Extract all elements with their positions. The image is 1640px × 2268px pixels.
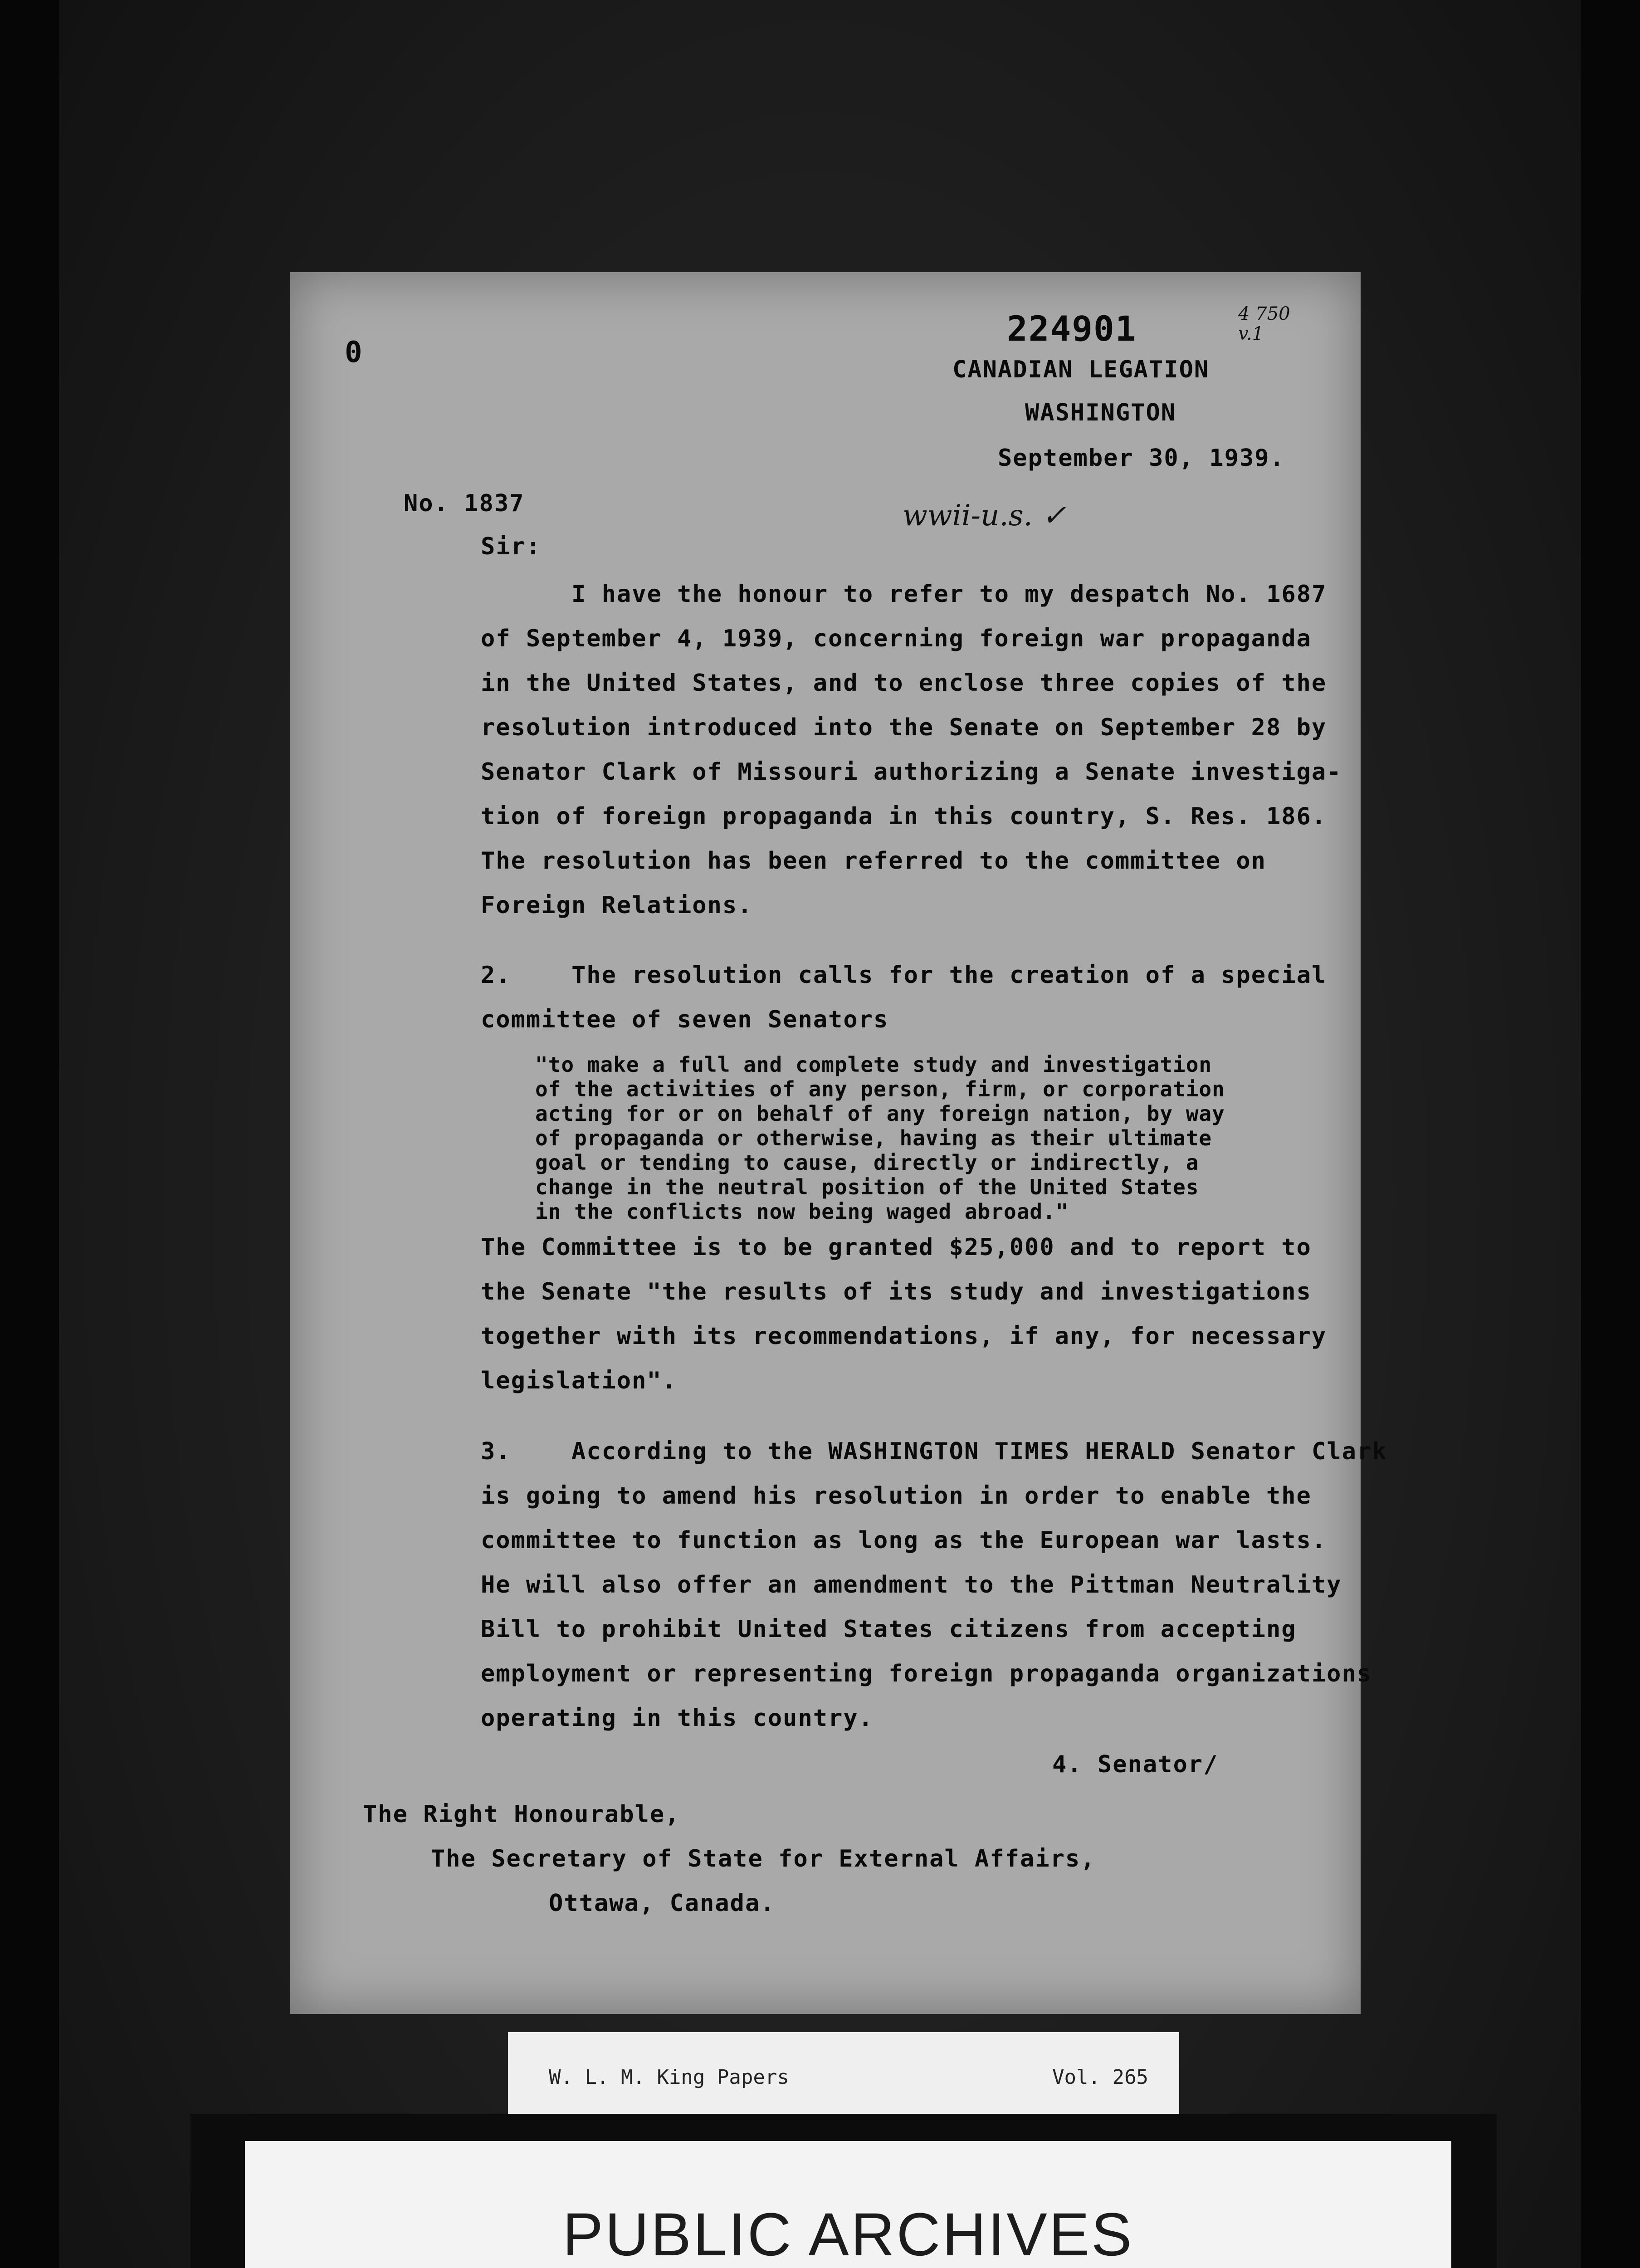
archives-card <box>245 2141 1451 2268</box>
letter-page <box>290 272 1387 2014</box>
handwritten-annotation: wwii-u.s. ✓ <box>903 499 1066 533</box>
archives-line-english: PUBLIC ARCHIVES <box>562 2201 1134 2268</box>
file-number: 224901 <box>1007 308 1137 349</box>
top-left-mark: 0 <box>345 336 363 369</box>
file-number-annotation: 4 750 v.1 <box>1238 303 1290 344</box>
collection-name: W. L. M. King Papers <box>549 2066 789 2089</box>
letterhead-line2: WASHINGTON <box>1025 399 1176 426</box>
letterhead-line1: CANADIAN LEGATION <box>952 356 1210 383</box>
letter-date: September 30, 1939. <box>998 445 1285 472</box>
letter-text: 0 224901 4 750 v.1 CANADIAN LEGATION WASHINGTON September 30, 1939. No. 1837 wwii-u.s. ✓ Sir: I have the honour to refer to my despatch No. 1687 of September 4, 1939, concerning foreign war propaganda in the United States, and to enclose three copies of the resolution introduced into the Senate on September 28 by Senator Clark of Missouri authorizing a Senate investiga- tion of foreign propaganda in this country, S. Res. 186. The resolution has been referred to the committee on Foreign Relations. 2. The resolution calls for the creation of a special committee of seven Senators "to make a full and complete study and investigation of the activities of any person, firm, or corporation acting for or on behalf of any foreign nation, by way of propaganda or otherwise, having as their ultimate goal or tending to cause, directly or indirectly, a change in the neutral position of the United States in the conflicts now being waged abroad." The Committee is to be granted $25,000 and to report to the Senate "the results of its study and investigations together with its recommendations, if any, for necessary legislation". 3. According to the WASHINGTON TIMES HERALD Senator Clark is going to amend his resolution in order to enable the committee to function as long as the European war lasts. He will also offer an amendment to the Pittman Neutrality Bill to prohibit United States citizens from accepting employment or representing foreign propaganda organizations operating in this country. 4. Senator/ The Right Honourable, The Secretary of State for External Affairs, Ottawa, Canada. <box>345 303 1387 1917</box>
film-edge-left <box>0 0 59 2268</box>
salutation: Sir: <box>481 533 542 560</box>
volume-number: Vol. 265 <box>1052 2066 1148 2089</box>
catchword: 4. Senator/ <box>1052 1751 1219 1778</box>
letter-number: No. 1837 <box>404 490 525 517</box>
collection-label <box>508 2032 1179 2127</box>
film-edge-right <box>1581 0 1640 2268</box>
paragraph-number: 2. <box>481 962 511 989</box>
paragraph-number: 3. <box>481 1438 511 1465</box>
